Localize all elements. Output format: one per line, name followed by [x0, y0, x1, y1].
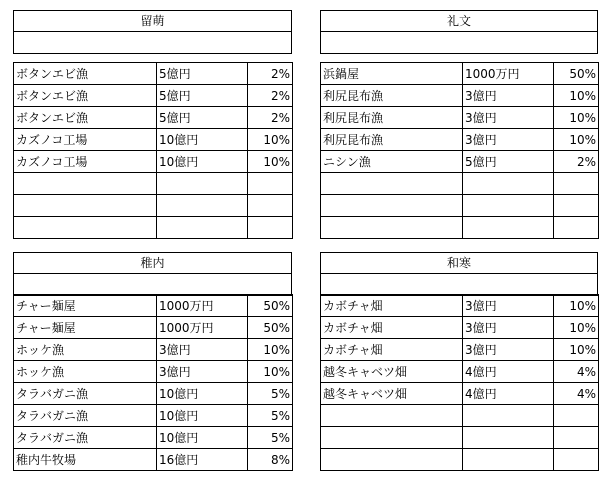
- table-row: [14, 63, 293, 85]
- table-blank-row: [320, 32, 598, 54]
- table-row: [321, 173, 599, 195]
- table-row: [321, 405, 599, 427]
- cell-name[interactable]: カボチャ畑: [321, 339, 463, 361]
- cell-name[interactable]: [321, 427, 463, 449]
- cell-percent[interactable]: 2%: [248, 85, 293, 107]
- table-row: [321, 339, 599, 361]
- table-rumoi: [13, 10, 292, 232]
- cell-amount[interactable]: [463, 195, 554, 217]
- cell-amount[interactable]: 3億円: [463, 317, 554, 339]
- table-row: [14, 361, 293, 383]
- cell-amount[interactable]: 4億円: [463, 383, 554, 405]
- cell-percent[interactable]: 10%: [248, 339, 293, 361]
- cell-amount[interactable]: 1000万円: [157, 317, 248, 339]
- table-row: [321, 217, 599, 239]
- data-grid: [320, 62, 599, 239]
- cell-name[interactable]: [321, 173, 463, 195]
- table-row: [321, 151, 599, 173]
- cell-amount[interactable]: 1000万円: [463, 63, 554, 85]
- table-title: 留萌: [13, 10, 292, 32]
- cell-amount[interactable]: [463, 427, 554, 449]
- table-row: [321, 85, 599, 107]
- data-grid: [320, 294, 599, 471]
- table-row: [321, 129, 599, 151]
- cell-amount[interactable]: 10億円: [157, 405, 248, 427]
- table-blank-row: [13, 274, 292, 296]
- cell-percent[interactable]: 10%: [554, 295, 599, 317]
- cell-name[interactable]: [14, 217, 157, 239]
- table-rebun: [320, 10, 598, 232]
- cell-percent[interactable]: 4%: [554, 361, 599, 383]
- cell-percent[interactable]: 10%: [248, 361, 293, 383]
- table-row: [14, 217, 293, 239]
- cell-amount[interactable]: [463, 217, 554, 239]
- cell-name[interactable]: [321, 217, 463, 239]
- cell-amount[interactable]: 10億円: [157, 129, 248, 151]
- table-row: [14, 151, 293, 173]
- cell-name[interactable]: 利尻昆布漁: [321, 129, 463, 151]
- cell-amount[interactable]: 5億円: [157, 85, 248, 107]
- table-row: [14, 339, 293, 361]
- cell-percent[interactable]: 10%: [554, 107, 599, 129]
- cell-name[interactable]: [321, 195, 463, 217]
- cell-amount[interactable]: 3億円: [157, 361, 248, 383]
- cell-amount[interactable]: 3億円: [463, 339, 554, 361]
- cell-amount[interactable]: 5億円: [157, 107, 248, 129]
- cell-percent[interactable]: 2%: [248, 63, 293, 85]
- cell-name[interactable]: ボタンエビ漁: [14, 85, 157, 107]
- cell-amount[interactable]: 16億円: [157, 449, 248, 471]
- cell-name[interactable]: ボタンエビ漁: [14, 107, 157, 129]
- cell-percent[interactable]: [248, 195, 293, 217]
- table-row: [321, 427, 599, 449]
- table-row: [321, 361, 599, 383]
- cell-amount[interactable]: [463, 449, 554, 471]
- cell-percent[interactable]: 2%: [554, 151, 599, 173]
- cell-name[interactable]: ホッケ漁: [14, 339, 157, 361]
- cell-percent[interactable]: [554, 449, 599, 471]
- cell-percent[interactable]: 50%: [554, 63, 599, 85]
- cell-amount[interactable]: 3億円: [463, 107, 554, 129]
- cell-name[interactable]: 稚内牛牧場: [14, 449, 157, 471]
- cell-amount[interactable]: 4億円: [463, 361, 554, 383]
- cell-percent[interactable]: 5%: [248, 427, 293, 449]
- cell-name[interactable]: チャー麺屋: [14, 295, 157, 317]
- cell-percent[interactable]: [554, 173, 599, 195]
- cell-percent[interactable]: 4%: [554, 383, 599, 405]
- table-title: 礼文: [320, 10, 598, 32]
- table-wakkanai: [13, 252, 292, 474]
- cell-amount[interactable]: 10億円: [157, 427, 248, 449]
- cell-percent[interactable]: 10%: [248, 151, 293, 173]
- table-row: [14, 129, 293, 151]
- cell-name[interactable]: 利尻昆布漁: [321, 107, 463, 129]
- cell-amount[interactable]: [463, 173, 554, 195]
- cell-name[interactable]: [14, 195, 157, 217]
- cell-name[interactable]: カボチャ畑: [321, 295, 463, 317]
- data-grid: [13, 294, 293, 471]
- cell-amount[interactable]: 1000万円: [157, 295, 248, 317]
- cell-name[interactable]: [321, 449, 463, 471]
- table-row: [14, 107, 293, 129]
- table-title: 稚内: [13, 252, 292, 274]
- table-row: [321, 317, 599, 339]
- cell-name[interactable]: ホッケ漁: [14, 361, 157, 383]
- table-row: [14, 405, 293, 427]
- table-row: [14, 383, 293, 405]
- cell-percent[interactable]: [554, 405, 599, 427]
- cell-name[interactable]: 越冬キャベツ畑: [321, 361, 463, 383]
- table-row: [14, 427, 293, 449]
- cell-percent[interactable]: 5%: [248, 383, 293, 405]
- cell-amount[interactable]: [157, 217, 248, 239]
- cell-name[interactable]: [14, 173, 157, 195]
- cell-amount[interactable]: 5億円: [463, 151, 554, 173]
- table-blank-row: [320, 274, 598, 296]
- cell-name[interactable]: 浜鍋屋: [321, 63, 463, 85]
- table-row: [321, 295, 599, 317]
- table-row: [321, 195, 599, 217]
- cell-amount[interactable]: 5億円: [157, 63, 248, 85]
- cell-amount[interactable]: [463, 405, 554, 427]
- cell-percent[interactable]: 50%: [248, 295, 293, 317]
- table-row: [14, 195, 293, 217]
- cell-amount[interactable]: 3億円: [463, 85, 554, 107]
- cell-percent[interactable]: 5%: [248, 405, 293, 427]
- table-row: [14, 317, 293, 339]
- table-row: [14, 295, 293, 317]
- cell-name[interactable]: 越冬キャベツ畑: [321, 383, 463, 405]
- cell-name[interactable]: 利尻昆布漁: [321, 85, 463, 107]
- cell-amount[interactable]: 3億円: [463, 295, 554, 317]
- cell-amount[interactable]: [157, 173, 248, 195]
- cell-name[interactable]: [321, 405, 463, 427]
- cell-percent[interactable]: [554, 427, 599, 449]
- table-row: [321, 107, 599, 129]
- cell-name[interactable]: タラバガニ漁: [14, 383, 157, 405]
- cell-name[interactable]: カボチャ畑: [321, 317, 463, 339]
- table-wassamu: [320, 252, 598, 474]
- cell-amount[interactable]: [157, 195, 248, 217]
- cell-percent[interactable]: 2%: [248, 107, 293, 129]
- cell-amount[interactable]: 3億円: [463, 129, 554, 151]
- data-grid: [13, 62, 293, 239]
- table-row: [14, 85, 293, 107]
- cell-percent[interactable]: 50%: [248, 317, 293, 339]
- table-blank-row: [13, 32, 292, 54]
- cell-amount[interactable]: 10億円: [157, 383, 248, 405]
- cell-name[interactable]: チャー麺屋: [14, 317, 157, 339]
- cell-percent[interactable]: 8%: [248, 449, 293, 471]
- cell-name[interactable]: カズノコ工場: [14, 151, 157, 173]
- cell-name[interactable]: ニシン漁: [321, 151, 463, 173]
- cell-percent[interactable]: 10%: [554, 317, 599, 339]
- cell-name[interactable]: タラバガニ漁: [14, 427, 157, 449]
- table-row: [321, 449, 599, 471]
- cell-percent[interactable]: 10%: [554, 129, 599, 151]
- cell-percent[interactable]: [248, 217, 293, 239]
- table-row: [14, 449, 293, 471]
- cell-percent[interactable]: [554, 195, 599, 217]
- cell-percent[interactable]: 10%: [554, 85, 599, 107]
- cell-percent[interactable]: [554, 217, 599, 239]
- cell-percent[interactable]: 10%: [248, 129, 293, 151]
- table-title: 和寒: [320, 252, 598, 274]
- table-row: [321, 383, 599, 405]
- table-row: [14, 173, 293, 195]
- cell-name[interactable]: カズノコ工場: [14, 129, 157, 151]
- table-row: [321, 63, 599, 85]
- cell-percent[interactable]: [248, 173, 293, 195]
- cell-name[interactable]: タラバガニ漁: [14, 405, 157, 427]
- cell-name[interactable]: ボタンエビ漁: [14, 63, 157, 85]
- cell-amount[interactable]: 10億円: [157, 151, 248, 173]
- cell-percent[interactable]: 10%: [554, 339, 599, 361]
- cell-amount[interactable]: 3億円: [157, 339, 248, 361]
